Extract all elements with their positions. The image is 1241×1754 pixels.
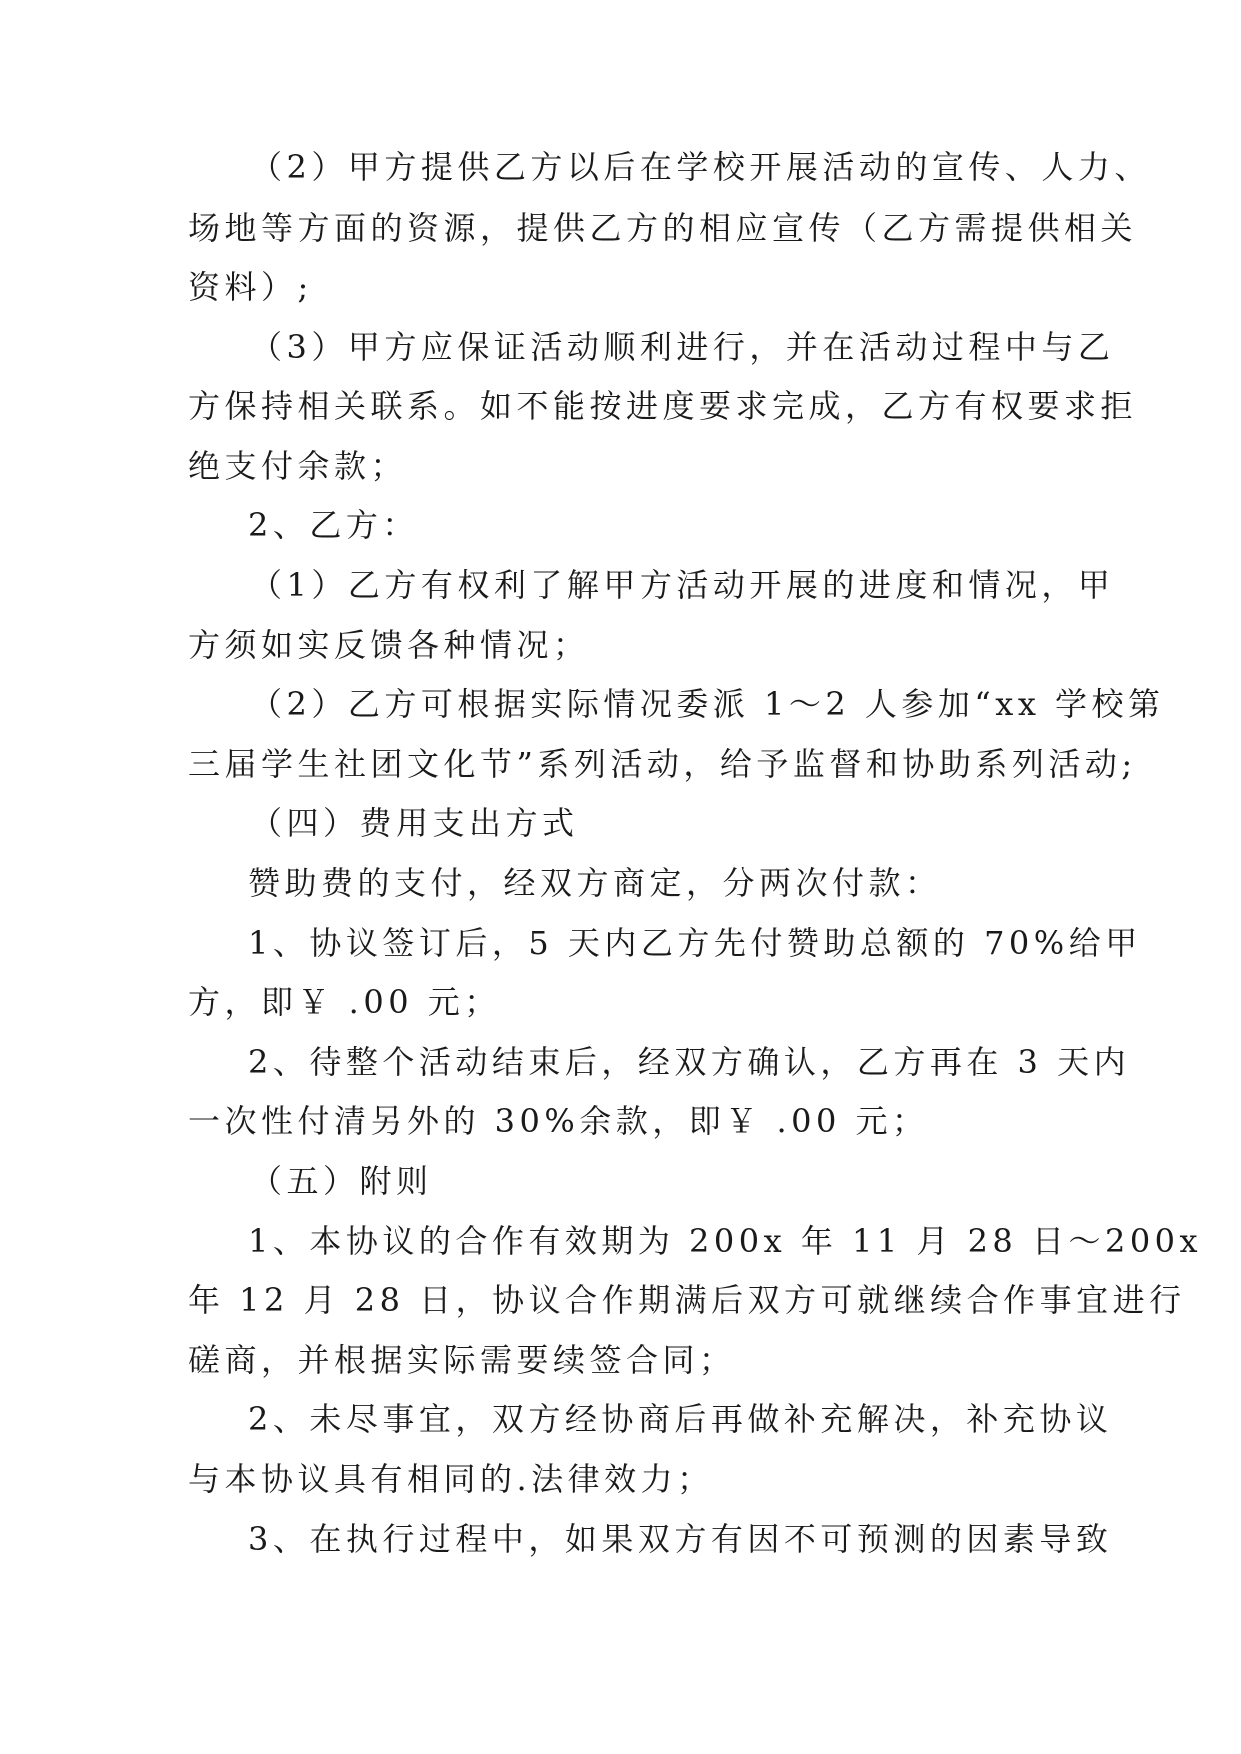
paragraph-line: 三届学生社团文化节”系列活动，给予监督和协助系列活动; <box>188 745 1137 783</box>
paragraph-line: 绝支付余款； <box>188 447 408 485</box>
paragraph-line: 磋商，并根据实际需要续签合同； <box>188 1341 736 1379</box>
paragraph-line: （2）甲方提供乙方以后在学校开展活动的宣传、人力、 <box>250 148 1151 186</box>
paragraph-line: 3、在执行过程中，如果双方有因不可预测的因素导致 <box>248 1520 1113 1558</box>
paragraph-line: 赞助费的支付，经双方商定，分两次付款： <box>248 864 942 902</box>
paragraph-line: 方保持相关联系。如不能按进度要求完成，乙方有权要求拒 <box>188 387 1138 425</box>
paragraph-line: 1、协议签订后，5 天内乙方先付赞助总额的 70%给甲 <box>248 924 1142 962</box>
section-heading: 2、乙方： <box>248 506 419 544</box>
paragraph-line: （2）乙方可根据实际情况委派 1～2 人参加“xx 学校第 <box>250 685 1165 723</box>
paragraph-line: 方须如实反馈各种情况； <box>188 626 590 664</box>
paragraph-line: 年 12 月 28 日，协议合作期满后双方可就继续合作事宜进行 <box>188 1281 1186 1319</box>
paragraph-line: 资料）; <box>188 268 313 306</box>
paragraph-line: 1、本协议的合作有效期为 200x 年 11 月 28 日～200x <box>248 1222 1203 1260</box>
paragraph-line: 与本协议具有相同的.法律效力； <box>188 1460 714 1498</box>
section-heading: （五）附则 <box>250 1162 433 1200</box>
paragraph-line: 方，即￥ .00 元； <box>188 983 501 1021</box>
paragraph-line: 2、未尽事宜，双方经协商后再做补充解决，补充协议 <box>248 1400 1113 1438</box>
paragraph-line: （1）乙方有权利了解甲方活动开展的进度和情况，甲 <box>250 566 1115 604</box>
paragraph-line: （3）甲方应保证活动顺利进行，并在活动过程中与乙 <box>250 328 1115 366</box>
paragraph-line: 一次性付清另外的 30%余款，即￥ .00 元； <box>188 1102 929 1140</box>
section-heading: （四）费用支出方式 <box>250 804 579 842</box>
paragraph-line: 场地等方面的资源，提供乙方的相应宣传（乙方需提供相关 <box>188 209 1138 247</box>
paragraph-line: 2、待整个活动结束后，经双方确认，乙方再在 3 天内 <box>248 1043 1131 1081</box>
